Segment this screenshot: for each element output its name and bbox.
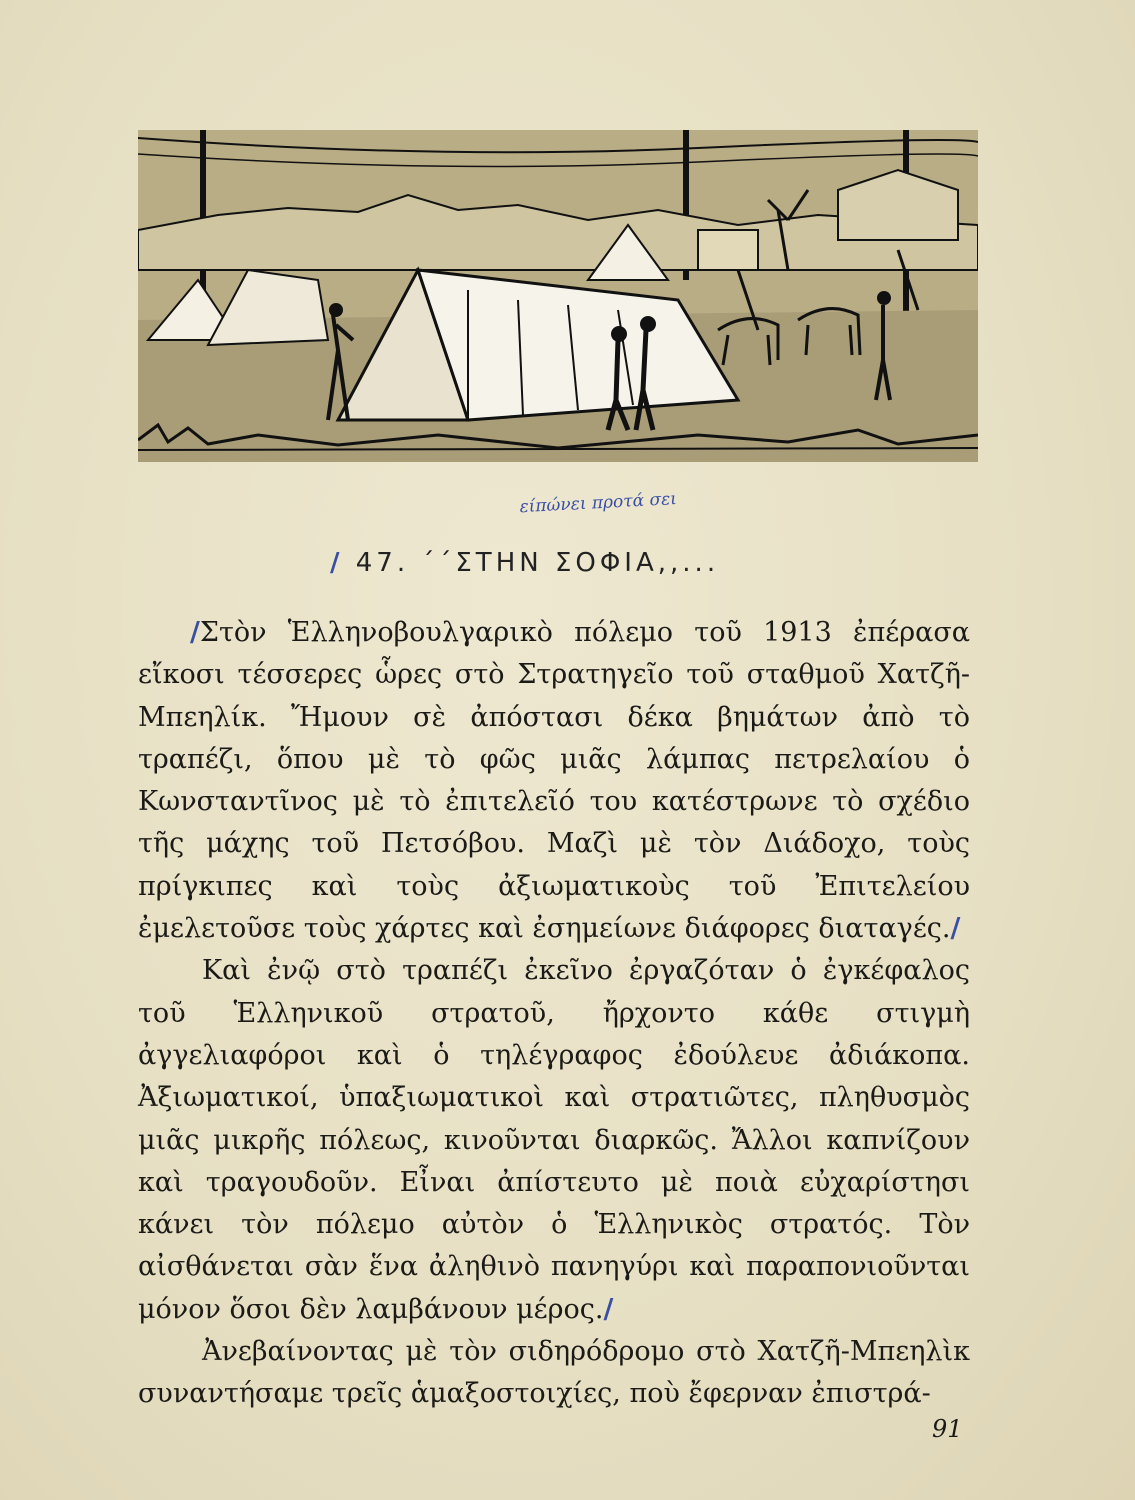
edit-mark: / — [603, 1293, 614, 1325]
chapter-heading — [330, 548, 830, 588]
edit-mark: / — [950, 913, 961, 945]
paragraph — [138, 950, 970, 1331]
paragraph-text: Ἀνεβαίνοντας μὲ τὸν σιδηρόδρομο στὸ Χατζῆ-Μπεηλὶκ συναντήσαμε τρεῖς ἁμαξοστοιχίες, ποὺ ἔφερναν ἐπιστρά- — [138, 1336, 970, 1410]
edit-mark: / — [330, 548, 344, 578]
army-camp-illustration — [138, 130, 978, 462]
paragraph-text: Στὸν Ἑλληνοβουλγαρικὸ πόλεμο τοῦ 1913 ἐπέρασα εἴκοσι τέσσερες ὧρες στὸ Στρατηγεῖο τοῦ σταθμοῦ Χατζῆ-Μπεηλίκ. Ἤμουν σὲ ἀπόστασι δέκα βημάτων ἀπὸ τὸ τραπέζι, ὅπου μὲ τὸ φῶς μιᾶς λάμπας πετρελαίου ὁ Κωνσταντῖνος μὲ τὸ ἐπιτελεῖό του κατέστρωνε τὸ σχέδιο τῆς μάχης τοῦ Πετσόβου. Μαζὶ μὲ τὸν Διάδοχο, τοὺς πρίγκιπες καὶ τοὺς ἀξιωματικοὺς τοῦ Ἐπιτελείου ἐμελετοῦσε τοὺς χάρτες καὶ ἐσημείωνε διάφορες διαταγές. — [138, 617, 970, 945]
paragraph-text: Καὶ ἐνῷ στὸ τραπέζι ἐκεῖνο ἐργαζόταν ὁ ἐγκέφαλος τοῦ Ἑλληνικοῦ στρατοῦ, ἤρχοντο κάθε στιγμὴ ἀγγελιαφόροι καὶ ὁ τηλέγραφος ἐδούλευε ἀδιάκοπα. Ἀξιωματικοί, ὑπαξιωματικοὶ καὶ στρατιῶτες, πληθυσμὸς μιᾶς μικρῆς πόλεως, κινοῦνται διαρκῶς. Ἄλλοι καπνίζουν καὶ τραγουδοῦν. Εἶναι ἀπίστευτο μὲ ποιὰ εὐχαρίστησι κάνει τὸν πόλεμο αὐτὸν ὁ Ἑλληνικὸς στρατός. Τὸν αἰσθάνεται σὰν ἕνα ἀληθινὸ πανηγύρι καὶ παραπονιοῦνται μόνον ὅσοι δὲν λαμβάνουν μέρος. — [138, 955, 970, 1325]
paragraph — [138, 1331, 970, 1416]
page-number: 91 — [932, 1415, 963, 1443]
paragraph — [138, 612, 970, 950]
body-text — [138, 612, 970, 1416]
edit-mark: / — [190, 617, 200, 648]
handwritten-note: είπώνει προτά σει — [519, 489, 678, 518]
tents-and-soldiers-drawing — [138, 130, 978, 462]
chapter-title: 47. ΄΄ΣΤΗΝ ΣΟΦΙΑ,,... — [355, 548, 720, 578]
